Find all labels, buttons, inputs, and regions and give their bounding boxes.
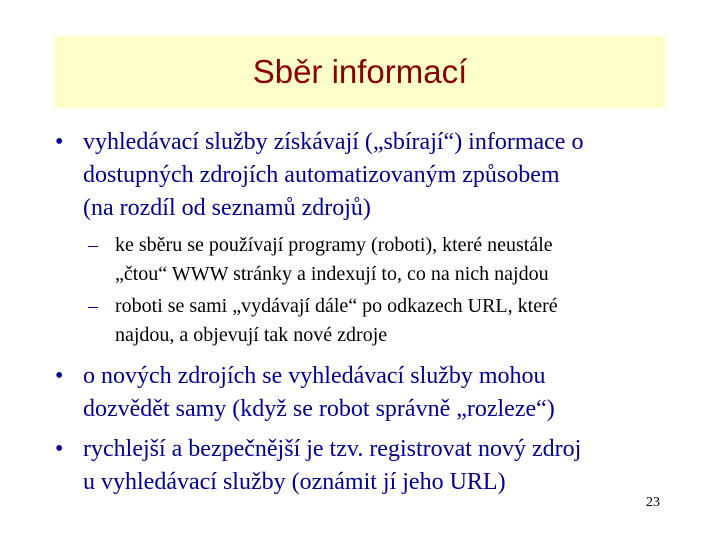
bullet-text: vyhledávací služby získávají („sbírají“) informace o dostupných zdrojích automatizovaným způsobem (na rozdíl od seznamů zdrojů) (83, 129, 584, 221)
bullet-text: o nových zdrojích se vyhledávací služby mohou dozvědět samy (když se robot správně „rozleze“) (83, 363, 555, 422)
slide-title: Sběr informací (252, 53, 468, 90)
sub-bullet-marker: – (88, 295, 98, 317)
bullet-text: rychlejší a bezpečnější je tzv. registrovat nový zdroj u vyhledávací služby (oznámit jí jeho URL) (83, 436, 582, 495)
bullet-marker: • (55, 363, 64, 389)
sub-bullet-marker: – (88, 234, 98, 256)
bullet-marker: • (55, 436, 64, 462)
title-band (54, 36, 666, 108)
sub-bullet-text: ke sběru se používají programy (roboti), které neustále „čtou“ WWW stránky a indexují to, co na nich najdou (115, 234, 553, 285)
bullet-marker: • (55, 129, 64, 155)
page-number: 23 (646, 495, 660, 510)
sub-bullet-text: roboti se sami „vydávají dále“ po odkazech URL, které najdou, a objevují tak nové zdroje (115, 295, 558, 346)
